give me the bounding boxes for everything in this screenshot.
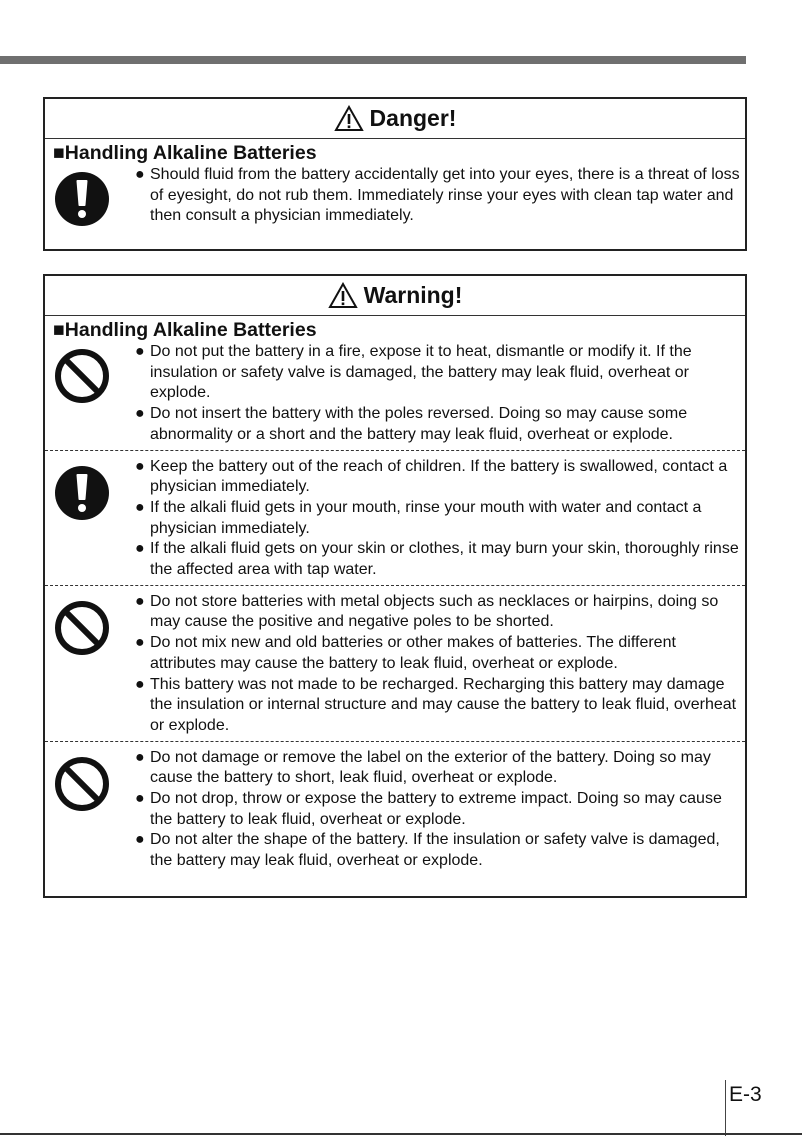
danger-box [43,97,747,251]
list-item [135,789,745,830]
header-rule [0,56,746,64]
list-item [135,457,745,498]
mandatory-exclamation-icon [54,171,110,227]
warning-triangle-icon [328,282,358,309]
item-text: Do not put the battery in a fire, expose it to heat, dismantle or modify it. If the insulation or safety valve is damaged, the battery may leak fluid, overheat or explode. [150,343,692,402]
bullet-icon: ● [135,166,145,183]
section-heading: ■Handling Alkaline Batteries [53,319,317,341]
item-text: Do not insert the battery with the poles reversed. Doing so may cause some abnormality or a short and the battery may leak fluid, overheat or explode. [150,405,688,443]
page-number: E-3 [729,1083,762,1106]
item-text: Do not alter the shape of the battery. If the insulation or safety valve is damaged, the battery may leak fluid, overheat or explode. [150,831,720,870]
warning-box [43,274,747,898]
prohibition-icon [54,600,110,656]
bullet-icon: ● [135,498,145,516]
safety-section [45,342,745,450]
bullet-icon: ● [135,675,145,693]
safety-section [45,450,745,585]
item-text: Do not drop, throw or expose the battery to extreme impact. Doing so may cause the battery to leak fluid, overheat or explode. [150,790,722,828]
bullet-icon: ● [135,540,145,558]
safety-section [45,741,745,876]
item-text: This battery was not made to be recharged. Recharging this battery may damage the insulation or internal structure and may cause the battery to leak fluid, overheat or explode. [150,675,737,734]
bullet-icon: ● [135,405,145,423]
footer-rule [0,1133,802,1135]
bullet-icon: ● [135,457,145,475]
list-item [135,675,745,737]
item-text: Do not store batteries with metal objects such as necklaces or hairpins, doing so may cause the positive and negative poles to be shorted. [150,592,719,631]
warning-title-text: Warning! [363,282,463,308]
safety-section [45,165,745,231]
list-item [135,592,745,633]
list-item [135,165,745,227]
list-item [135,748,745,789]
list-item [135,404,745,445]
bullet-icon: ● [135,748,145,766]
prohibition-icon [54,756,110,812]
bullet-icon: ● [135,634,145,652]
bullet-icon: ● [135,790,145,808]
page-number-divider [725,1080,726,1136]
item-text: Keep the battery out of the reach of children. If the battery is swallowed, contact a physician immediately. [150,457,728,496]
warning-triangle-icon [334,105,364,132]
section-heading: ■Handling Alkaline Batteries [53,142,317,164]
mandatory-exclamation-icon [54,465,110,521]
item-text: Should fluid from the battery accidentally get into your eyes, there is a threat of loss of eyesight, do not rub them. Immediately rinse your eyes with clean tap water and then consult a physician immediately. [150,166,740,225]
warning-title [45,276,745,316]
safety-section [45,585,745,741]
list-item [135,498,745,539]
danger-title [45,99,745,139]
list-item [135,342,745,404]
danger-title-text: Danger! [369,105,457,131]
list-item [135,633,745,674]
bullet-icon: ● [135,831,145,849]
prohibition-icon [54,348,110,404]
item-text: If the alkali fluid gets in your mouth, rinse your mouth with water and contact a physician immediately. [150,498,702,537]
item-text: Do not damage or remove the label on the exterior of the battery. Doing so may cause the battery to short, leak fluid, overheat or explode. [150,748,711,787]
list-item [135,539,745,580]
bullet-icon: ● [135,343,145,360]
list-item [135,830,745,871]
item-text: Do not mix new and old batteries or other makes of batteries. The different attributes may cause the battery to leak fluid, overheat or explode. [150,634,676,672]
item-text: If the alkali fluid gets on your skin or clothes, it may burn your skin, thoroughly rinse the affected area with tap water. [150,540,739,579]
bullet-icon: ● [135,592,145,610]
